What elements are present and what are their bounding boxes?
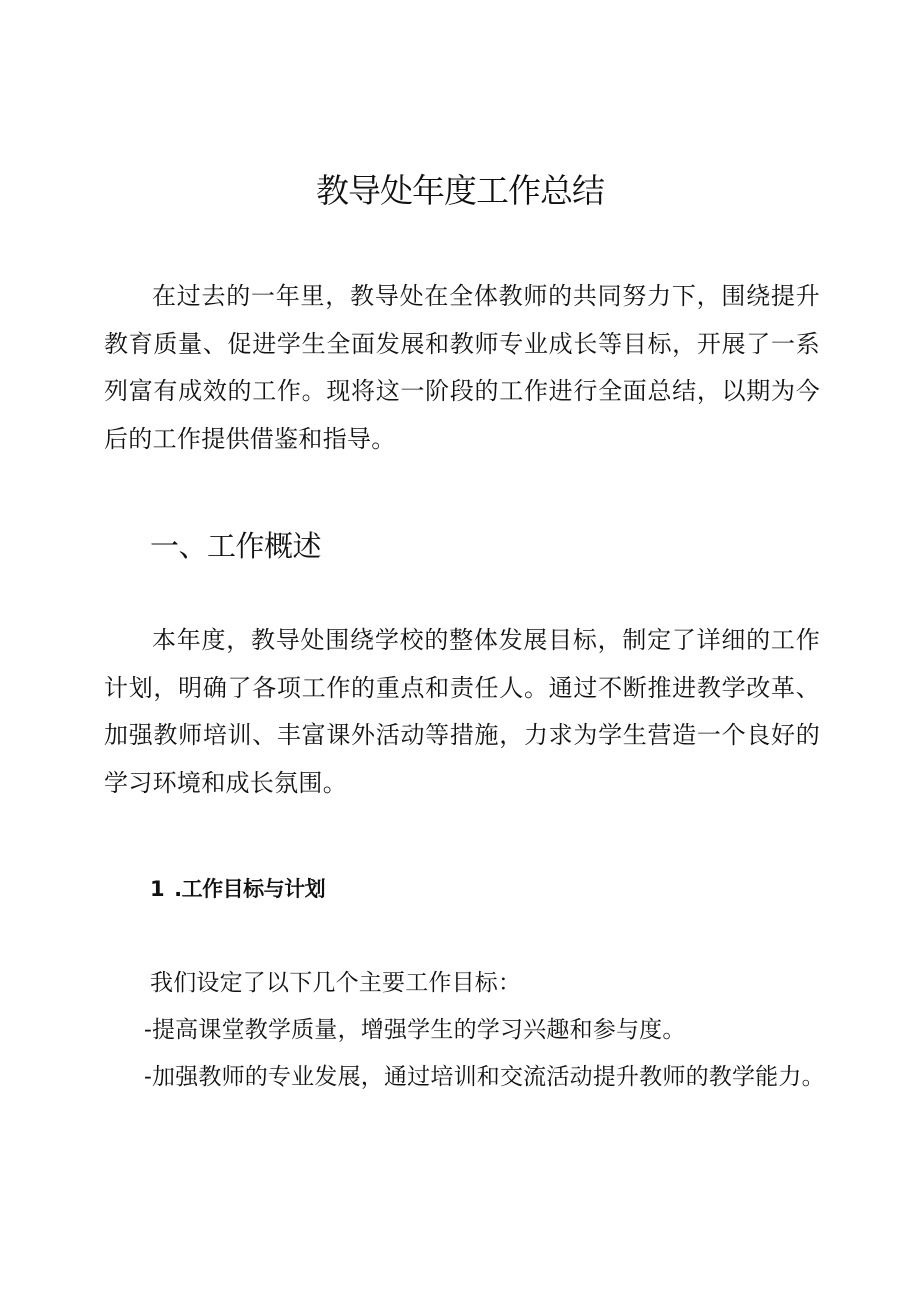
intro-paragraph: 在过去的一年里，教导处在全体教师的共同努力下，围绕提升教育质量、促进学生全面发展和教师专业成长等目标，开展了一系列富有成效的工作。现将这一阶段的工作进行全面总结，以期为今后的工作提供借鉴和指导。 xyxy=(104,282,820,453)
section-heading-overview: 一、工作概述 xyxy=(150,529,322,563)
list-item: -提高课堂教学质量，增强学生的学习兴趣和参与度。 xyxy=(144,1017,686,1043)
subsection-number: 1 xyxy=(150,877,165,901)
subsection-heading-goals xyxy=(150,872,325,906)
list-item: -加强教师的专业发展，通过培训和交流活动提升教师的教学能力。 xyxy=(144,1064,825,1090)
subsection-heading-text: .工作目标与计划 xyxy=(174,877,326,901)
goals-lead-text: 我们设定了以下几个主要工作目标： xyxy=(150,970,522,996)
document-title: 教导处年度工作总结 xyxy=(316,171,604,210)
overview-paragraph: 本年度，教导处围绕学校的整体发展目标，制定了详细的工作计划，明确了各项工作的重点和责任人。通过不断推进教学改革、加强教师培训、丰富课外活动等措施，力求为学生营造一个良好的学习环境和成长氛围。 xyxy=(104,626,820,797)
